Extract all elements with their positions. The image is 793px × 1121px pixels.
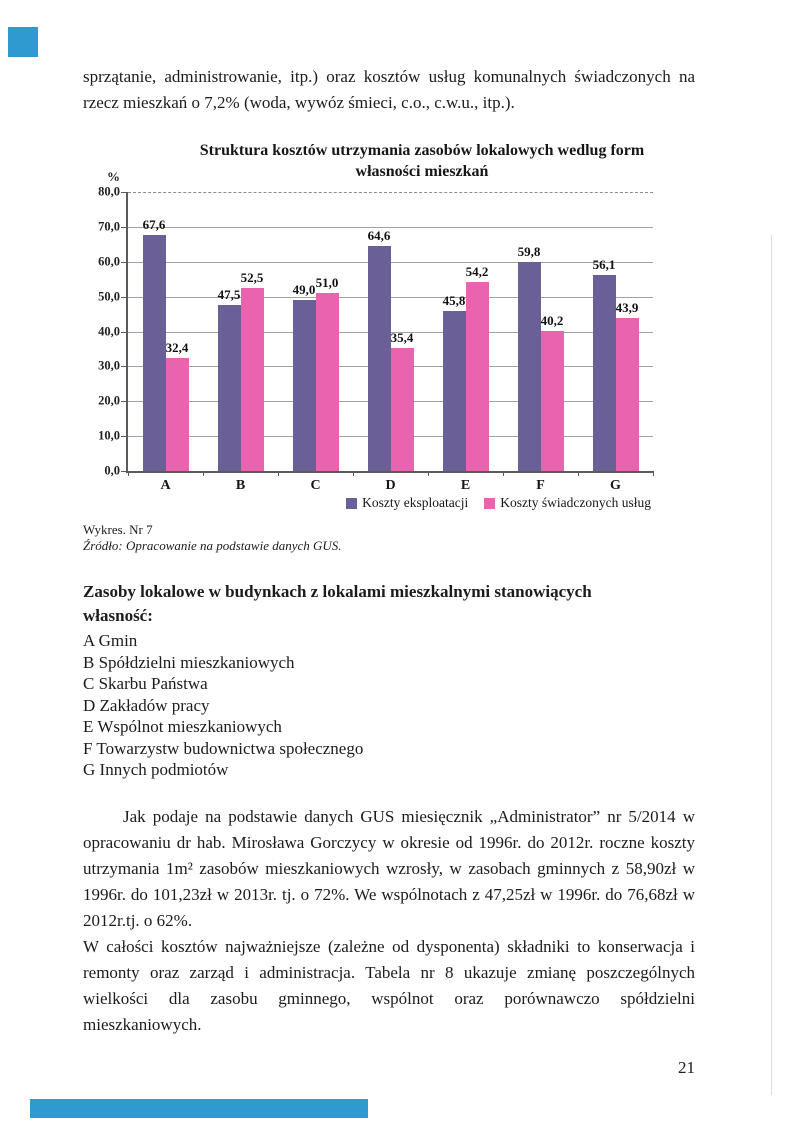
category-legend-list — [83, 630, 695, 781]
x-axis-category-label-F: F — [536, 478, 545, 493]
y-axis-tick-mark — [121, 192, 126, 193]
exploitation-cost-bar-C — [292, 282, 316, 471]
exploitation-cost-bar-D — [367, 227, 391, 471]
cost-structure-chart — [83, 140, 713, 512]
y-axis-tick-label: 10,0 — [98, 428, 120, 443]
services-cost-bar-E — [465, 263, 489, 471]
bar-value-label: 47,5 — [217, 287, 241, 303]
chart-title-line2: własności mieszkań — [355, 163, 489, 180]
figure-number-label: Wykres. Nr 7 — [83, 522, 153, 537]
y-axis-unit-label: % — [107, 169, 120, 184]
exploitation-cost-bar-B — [217, 287, 241, 471]
y-axis-tick-mark — [121, 297, 126, 298]
figure-source-label: Źródło: Opracowanie na podstawie danych GUS. — [83, 538, 342, 553]
y-axis-tick-label: 20,0 — [98, 393, 120, 408]
scan-mark-top-left — [8, 27, 38, 57]
chart-title — [107, 140, 737, 182]
x-axis-tick-mark — [128, 471, 129, 476]
bar-value-label: 43,9 — [615, 299, 639, 315]
y-axis-tick-label: 70,0 — [98, 219, 120, 234]
legend-item-uslug — [484, 495, 651, 511]
services-cost-bar-B — [240, 269, 264, 471]
y-axis-tick-label: 30,0 — [98, 358, 120, 373]
category-list-item-B: B Spółdzielni mieszkaniowych — [83, 652, 295, 672]
y-axis-tick-label: 0,0 — [104, 463, 120, 478]
x-axis-tick-mark — [278, 471, 279, 476]
bar-group-E — [428, 192, 503, 471]
legend-swatch — [484, 498, 495, 509]
bar-value-label: 59,8 — [517, 244, 541, 260]
bar-group-C — [278, 192, 353, 471]
x-axis-tick-mark — [653, 471, 654, 476]
intro-paragraph: sprzątanie, administrowanie, itp.) oraz kosztów usług komunalnych świadczonych na rzecz mieszkań o 7,2% (woda, wywóz śmieci, c.o., c.w.u., itp.). — [83, 67, 695, 112]
y-axis-tick-label: 40,0 — [98, 324, 120, 338]
bar-group-B — [203, 192, 278, 471]
legend-label: Koszty świadczonych usług — [500, 495, 651, 510]
y-axis-tick-mark — [121, 436, 126, 437]
category-list-item-G: G Innych podmiotów — [83, 760, 229, 779]
bar-value-label: 32,4 — [165, 340, 189, 356]
bar-value-label: 49,0 — [292, 282, 316, 298]
services-cost-bar-C — [315, 275, 339, 471]
services-cost-bar-D — [390, 329, 414, 471]
bar-value-label: 56,1 — [592, 257, 616, 273]
bar-value-label: 67,6 — [142, 217, 166, 233]
bar-group-F — [503, 192, 578, 471]
category-list-item-F: F Towarzystw budownictwa społecznego — [83, 738, 364, 758]
y-axis-tick-mark — [121, 471, 126, 472]
body-paragraph-1: Jak podaje na podstawie danych GUS miesięcznik „Administrator” nr 5/2014 w opracowaniu dr hab. Mirosława Gorczycy w okresie od 1996r. do 2012r. roczne koszty utrzymania 1m² zasobów mieszkaniowych wzrosły, w zasobach gminnych z 58,90zł w 1996r. do 101,23zł w 2013r. tj. o 72%. We wspólnotach z 47,25zł w 1996r. do 76,68zł w 2012r.tj. o 62%. — [83, 806, 695, 930]
chart-title-line1: Struktura kosztów utrzymania zasobów lokalowych wedlug form — [199, 142, 645, 159]
chart-legend — [346, 495, 651, 511]
legend-swatch — [346, 498, 357, 509]
bar-value-label: 52,5 — [240, 269, 264, 285]
category-list-item-D: D Zakładów pracy — [83, 695, 210, 715]
x-axis-tick-mark — [428, 471, 429, 476]
legend-label: Koszty eksploatacji — [362, 495, 469, 510]
scan-mark-bottom — [30, 1099, 368, 1118]
y-axis-tick-mark — [121, 227, 126, 228]
x-axis-category-label-D: D — [385, 478, 396, 493]
category-list-item-C: C Skarbu Państwa — [83, 674, 208, 693]
category-list-item-A: A Gmin — [83, 631, 138, 650]
chart-caption — [83, 522, 695, 554]
x-axis-category-label-C: C — [310, 478, 321, 493]
body-paragraph-2: W całości kosztów najważniejsze (zależne od dysponenta) składniki to konserwacja i remonty oraz zarząd i administracja. Tabela nr 8 ukazuje zmianę poszczególnych wielkości dla zasobu gminnego, wspólnot oraz porównawczo spółdzielni mieszkaniowych. — [83, 936, 695, 1034]
services-cost-bar-F — [540, 312, 564, 471]
x-axis-tick-mark — [203, 471, 204, 476]
bar-value-label: 51,0 — [315, 275, 339, 291]
x-axis-tick-mark — [578, 471, 579, 476]
bar-value-label: 64,6 — [367, 227, 391, 243]
x-axis-tick-mark — [353, 471, 354, 476]
y-axis-tick-label: 80,0 — [98, 184, 120, 199]
bar-value-label: 45,8 — [442, 293, 466, 309]
exploitation-cost-bar-E — [442, 293, 466, 471]
y-axis-tick-label: 50,0 — [98, 289, 120, 304]
bar-group-A — [128, 192, 203, 471]
x-axis-category-label-A: A — [160, 478, 171, 493]
legend-item-eksploatacji — [346, 495, 468, 511]
scan-edge-line — [771, 235, 772, 1095]
bar-value-label: 35,4 — [390, 329, 414, 345]
x-axis-tick-mark — [503, 471, 504, 476]
y-axis-tick-mark — [121, 366, 126, 367]
x-axis-category-label-B: B — [235, 478, 246, 493]
bar-group-D — [353, 192, 428, 471]
exploitation-cost-bar-G — [592, 257, 616, 471]
services-cost-bar-A — [165, 340, 189, 471]
section-heading: Zasoby lokalowe w budynkach z lokalami mieszkalnymi stanowiących własność: — [83, 582, 592, 625]
page-number: 21 — [678, 1058, 695, 1077]
bar-value-label: 54,2 — [465, 263, 489, 279]
y-axis-tick-label: 60,0 — [98, 254, 120, 269]
exploitation-cost-bar-A — [142, 217, 166, 471]
y-axis-tick-mark — [121, 332, 126, 333]
exploitation-cost-bar-F — [517, 244, 541, 471]
bar-group-G — [578, 192, 653, 471]
y-axis-tick-mark — [121, 401, 126, 402]
x-axis-category-label-E: E — [460, 478, 471, 493]
category-list-item-E: E Wspólnot mieszkaniowych — [83, 717, 282, 736]
x-axis-category-label-G: G — [610, 478, 621, 493]
services-cost-bar-G — [615, 299, 639, 471]
bar-value-label: 40,2 — [540, 312, 564, 328]
y-axis-tick-mark — [121, 262, 126, 263]
